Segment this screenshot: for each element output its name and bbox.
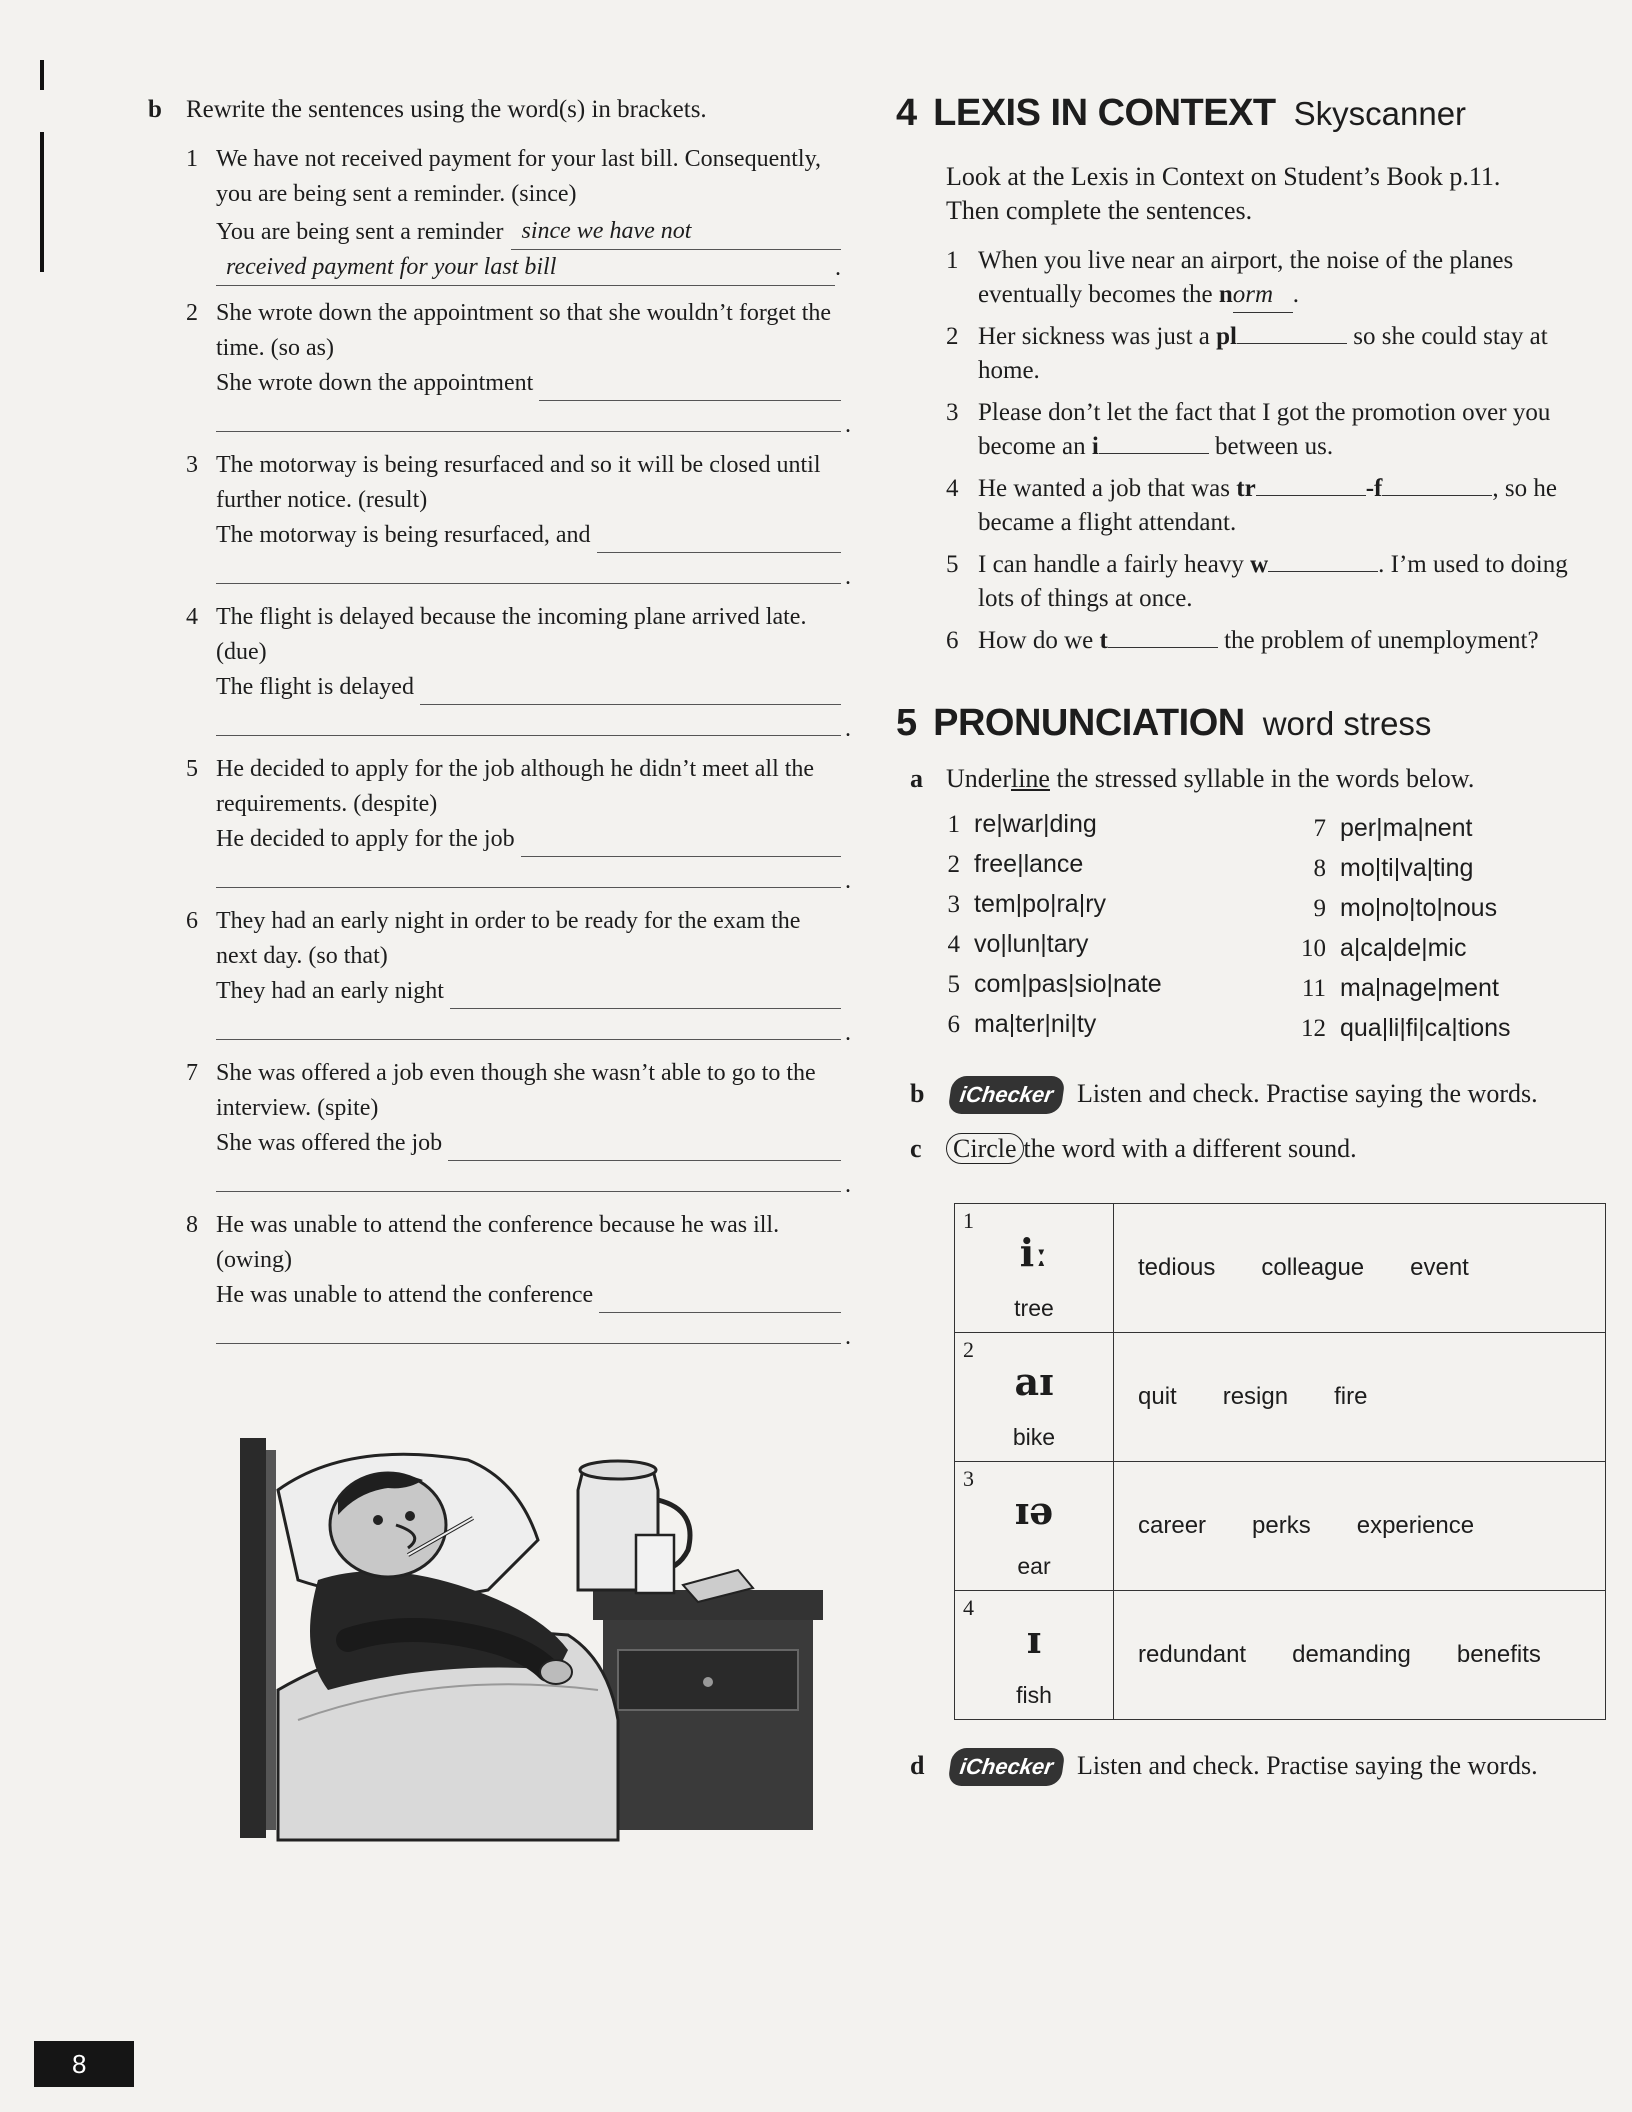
part-c-instruction xyxy=(910,1132,1357,1166)
row-number: 4 xyxy=(963,1595,974,1620)
word-item-12[interactable] xyxy=(1294,1014,1511,1043)
item-text: Please don’t let the fact that I got the promotion over you become an xyxy=(978,399,1551,460)
answer-text: since we have not xyxy=(511,214,841,250)
lexis-item-6 xyxy=(946,624,1606,658)
sound-row-1 xyxy=(955,1204,1605,1333)
item-sentence: He was unable to attend the conference because he was ill. (owing) xyxy=(216,1212,780,1273)
answer-gap[interactable] xyxy=(1268,571,1378,572)
item-text: When you live near an airport, the noise of the planes eventually becomes the xyxy=(978,247,1514,308)
item-number: 5 xyxy=(946,551,959,578)
item-number: 6 xyxy=(186,908,198,934)
lexis-item-1 xyxy=(946,244,1606,313)
section-title: PRONUNCIATION xyxy=(933,702,1245,744)
item-cue: tr xyxy=(1236,475,1256,502)
word-item-11[interactable] xyxy=(1294,974,1499,1003)
item-sentence: She wrote down the appointment so that she wouldn’t forget the time. (so as) xyxy=(216,300,832,361)
word-option[interactable]: experience xyxy=(1356,1512,1475,1539)
lexis-item-2 xyxy=(946,320,1606,388)
word-option[interactable]: quit xyxy=(1138,1383,1177,1410)
item-end: . I’m used to doing lots of things at once. xyxy=(978,551,1568,612)
word-item-9[interactable] xyxy=(1294,894,1497,923)
part-letter: b xyxy=(910,1079,925,1108)
part-d-instruction xyxy=(910,1748,1538,1786)
word-number: 2 xyxy=(947,851,960,878)
item-cue-2: -f xyxy=(1365,475,1383,502)
item-stem: The motorway is being resurfaced, and xyxy=(216,522,591,548)
rewrite-item-1: 1 We have not received payment for your last bill. Consequently, you are being sent a reminder. (since) You are being sent a reminder since we have not received payment for your last bill . xyxy=(186,142,841,286)
answer-line[interactable] xyxy=(599,1286,841,1313)
answer-line[interactable] xyxy=(216,401,841,432)
item-cue: w xyxy=(1250,551,1269,578)
word-option[interactable]: fire xyxy=(1334,1383,1368,1410)
item-cue: i xyxy=(1091,433,1099,460)
item-sentence: They had an early night in order to be ready for the exam the next day. (so that) xyxy=(216,908,801,969)
instr-underlined: line xyxy=(1010,764,1050,793)
exercise-letter: b xyxy=(148,96,162,123)
word-syllables: ma|ter|ni|ty xyxy=(974,1010,1097,1038)
word-syllables: com|pas|sio|nate xyxy=(974,970,1162,998)
answer-gap[interactable] xyxy=(1099,453,1209,454)
sound-row-3 xyxy=(955,1462,1605,1591)
lexis-item-3 xyxy=(946,396,1606,464)
part-b-instruction xyxy=(910,1076,1538,1114)
rewrite-item-6 xyxy=(186,904,841,1040)
word-item-4[interactable] xyxy=(928,930,1088,959)
item-number: 8 xyxy=(186,1212,198,1238)
exercise-instruction: Rewrite the sentences using the word(s) in brackets. xyxy=(186,96,707,123)
item-number: 3 xyxy=(946,399,959,426)
answer-line[interactable] xyxy=(216,857,841,888)
item-end: so she could stay at home. xyxy=(978,323,1548,384)
word-syllables: mo|no|to|nous xyxy=(1340,894,1498,922)
item-number: 1 xyxy=(186,146,198,172)
word-options xyxy=(1114,1462,1605,1590)
word-option[interactable]: resign xyxy=(1222,1383,1289,1410)
item-stem: He decided to apply for the job xyxy=(216,826,515,852)
ear-icon: ɪə xyxy=(1014,1488,1054,1533)
section-subtitle: Skyscanner xyxy=(1293,95,1467,132)
word-item-3[interactable] xyxy=(928,890,1106,919)
item-number: 4 xyxy=(946,475,959,502)
answer-gap[interactable] xyxy=(1108,647,1218,648)
word-option[interactable]: perks xyxy=(1252,1512,1311,1539)
word-syllables: mo|ti|va|ting xyxy=(1340,854,1474,882)
section-number: 5 xyxy=(896,702,918,744)
instr-text: Under xyxy=(946,764,1011,793)
word-number: 5 xyxy=(947,971,960,998)
part-letter: c xyxy=(910,1134,922,1163)
item-sentence: He decided to apply for the job although he didn’t meet all the requirements. (despite) xyxy=(216,756,815,817)
word-option[interactable]: career xyxy=(1138,1512,1207,1539)
answer-line[interactable] xyxy=(216,705,841,736)
word-options xyxy=(1114,1591,1605,1719)
item-stem: She was offered the job xyxy=(216,1130,443,1156)
item-number: 4 xyxy=(186,604,198,630)
keyword: tree xyxy=(1014,1295,1054,1321)
word-syllables: vo|lun|tary xyxy=(974,930,1089,958)
section-5-header xyxy=(896,702,1431,745)
word-item-7[interactable] xyxy=(1294,814,1473,843)
word-option[interactable]: redundant xyxy=(1138,1641,1247,1668)
answer-gap[interactable] xyxy=(1256,495,1366,496)
margin-mark-long xyxy=(40,132,44,272)
item-answer[interactable]: orm xyxy=(1233,278,1293,313)
item-number: 5 xyxy=(186,756,198,782)
answer-line[interactable] xyxy=(216,1161,841,1192)
answer-gap[interactable] xyxy=(1237,343,1347,344)
row-number: 3 xyxy=(963,1466,974,1491)
section-title: LEXIS IN CONTEXT xyxy=(933,92,1276,134)
item-stem: They had an early night xyxy=(216,978,444,1004)
answer-line[interactable] xyxy=(216,553,841,584)
item-sentence: The motorway is being resurfaced and so it will be closed until further notice. (result) xyxy=(216,452,821,513)
word-option[interactable]: demanding xyxy=(1292,1641,1411,1668)
section-4-header xyxy=(896,92,1466,135)
lexis-item-4 xyxy=(946,472,1606,540)
answer-line[interactable] xyxy=(597,526,841,553)
item-text: How do we xyxy=(978,627,1100,654)
rewrite-item-8 xyxy=(186,1208,841,1344)
word-number: 3 xyxy=(947,891,960,918)
section-subtitle: word stress xyxy=(1262,705,1432,742)
word-number: 10 xyxy=(1301,935,1326,962)
item-end: . xyxy=(1292,281,1300,308)
answer-text-continued: received payment for your last bill xyxy=(216,250,835,286)
word-number: 1 xyxy=(947,811,960,838)
word-number: 8 xyxy=(1313,855,1326,882)
sound-symbol-cell xyxy=(955,1462,1114,1590)
item-end: the problem of unemployment? xyxy=(1217,627,1539,654)
instr-text: Listen and check. Practise saying the words. xyxy=(1076,1751,1538,1780)
word-number: 12 xyxy=(1301,1015,1326,1042)
word-syllables: free|lance xyxy=(974,850,1084,878)
item-stem: You are being sent a reminder xyxy=(216,219,504,245)
word-item-8[interactable] xyxy=(1294,854,1473,883)
sound-symbol-cell xyxy=(955,1204,1114,1332)
answer-line[interactable] xyxy=(448,1134,841,1161)
sound-row-4 xyxy=(955,1591,1605,1719)
word-option[interactable]: event xyxy=(1410,1254,1469,1281)
answer-line[interactable] xyxy=(420,678,841,705)
rewrite-item-4 xyxy=(186,600,841,736)
item-sentence: We have not received payment for your last bill. Consequently, you are being sent a reminder. (since) xyxy=(216,146,822,207)
instr-text: Listen and check. Practise saying the words. xyxy=(1076,1079,1538,1108)
item-stem: She wrote down the appointment xyxy=(216,370,534,396)
keyword: bike xyxy=(1012,1424,1056,1450)
word-syllables: ma|nage|ment xyxy=(1340,974,1499,1002)
word-number: 11 xyxy=(1301,975,1326,1002)
ichecker-icon[interactable]: iChecker xyxy=(947,1076,1065,1114)
rewrite-item-2 xyxy=(186,296,841,432)
word-item-6[interactable] xyxy=(928,1010,1096,1039)
item-sentence: The flight is delayed because the incoming plane arrived late. (due) xyxy=(216,604,807,665)
lexis-item-5 xyxy=(946,548,1606,616)
word-number: 4 xyxy=(947,931,960,958)
keyword: fish xyxy=(1016,1682,1052,1708)
item-text: I can handle a fairly heavy xyxy=(978,551,1251,578)
rewrite-item-3 xyxy=(186,448,841,584)
word-number: 7 xyxy=(1313,815,1326,842)
section-4-intro xyxy=(946,160,1500,228)
item-cue: n xyxy=(1218,281,1233,308)
item-stem: The flight is delayed xyxy=(216,674,414,700)
page-number: 8 xyxy=(34,2041,134,2087)
sound-table xyxy=(954,1203,1606,1720)
item-number: 2 xyxy=(186,300,198,326)
word-option[interactable]: tedious xyxy=(1138,1254,1216,1281)
tree-icon: iː xyxy=(1019,1230,1049,1275)
item-text: Her sickness was just a xyxy=(978,323,1217,350)
word-syllables: qua|li|fi|ca|tions xyxy=(1340,1014,1511,1042)
row-number: 2 xyxy=(963,1337,974,1362)
word-syllables: a|ca|de|mic xyxy=(1340,934,1467,962)
item-end: , so he became a flight attendant. xyxy=(978,475,1557,536)
part-letter: d xyxy=(910,1751,925,1780)
answer-line[interactable] xyxy=(216,1009,841,1040)
answer-gap[interactable] xyxy=(1382,495,1492,496)
intro-line-1: Look at the Lexis in Context on Student’s Book p.11. xyxy=(946,162,1501,191)
margin-mark-top xyxy=(40,60,44,90)
sound-symbol-cell xyxy=(955,1591,1114,1719)
part-letter: a xyxy=(910,764,923,793)
answer-line[interactable] xyxy=(539,374,841,401)
item-text: He wanted a job that was xyxy=(978,475,1237,502)
word-number: 9 xyxy=(1313,895,1326,922)
item-sentence: She was offered a job even though she wasn’t able to go to the interview. (spite) xyxy=(216,1060,816,1121)
intro-line-2: Then complete the sentences. xyxy=(946,196,1253,225)
part-a-instruction xyxy=(910,762,1474,796)
bike-icon: aɪ xyxy=(1014,1359,1054,1404)
word-item-10[interactable] xyxy=(1294,934,1466,963)
word-options xyxy=(1114,1204,1605,1332)
word-item-1[interactable] xyxy=(928,810,1097,839)
rewrite-item-5 xyxy=(186,752,841,888)
sick-in-bed-illustration xyxy=(238,1420,858,1850)
item-number: 2 xyxy=(946,323,959,350)
fish-icon: ɪ xyxy=(1026,1617,1042,1662)
word-syllables: re|war|ding xyxy=(974,810,1097,838)
rewrite-item-7 xyxy=(186,1056,841,1192)
row-number: 1 xyxy=(963,1208,974,1233)
answer-line[interactable] xyxy=(450,982,841,1009)
item-stem: He was unable to attend the conference xyxy=(216,1282,594,1308)
section-number: 4 xyxy=(896,92,918,134)
item-end: between us. xyxy=(1208,433,1334,460)
word-syllables: tem|po|ra|ry xyxy=(974,890,1107,918)
item-number: 3 xyxy=(186,452,198,478)
word-item-2[interactable] xyxy=(928,850,1083,879)
item-number: 7 xyxy=(186,1060,198,1086)
answer-line[interactable] xyxy=(521,830,841,857)
answer-line[interactable] xyxy=(216,1313,841,1344)
word-syllables: per|ma|nent xyxy=(1340,814,1473,842)
word-number: 6 xyxy=(947,1011,960,1038)
keyword: ear xyxy=(1017,1553,1051,1579)
word-option[interactable]: colleague xyxy=(1261,1254,1365,1281)
sound-symbol-cell xyxy=(955,1333,1114,1461)
word-option[interactable]: benefits xyxy=(1456,1641,1541,1668)
word-options xyxy=(1114,1333,1605,1461)
item-cue: pl xyxy=(1216,323,1238,350)
item-number: 1 xyxy=(946,247,959,274)
instr-text: the stressed syllable in the words below. xyxy=(1049,764,1475,793)
sound-row-2 xyxy=(955,1333,1605,1462)
item-number: 6 xyxy=(946,627,959,654)
instr-text: the word with a different sound. xyxy=(1023,1134,1357,1163)
circle-word: Circle xyxy=(946,1133,1024,1164)
ichecker-icon[interactable]: iChecker xyxy=(947,1748,1065,1786)
item-cue: t xyxy=(1099,627,1108,654)
word-item-5[interactable] xyxy=(928,970,1162,999)
